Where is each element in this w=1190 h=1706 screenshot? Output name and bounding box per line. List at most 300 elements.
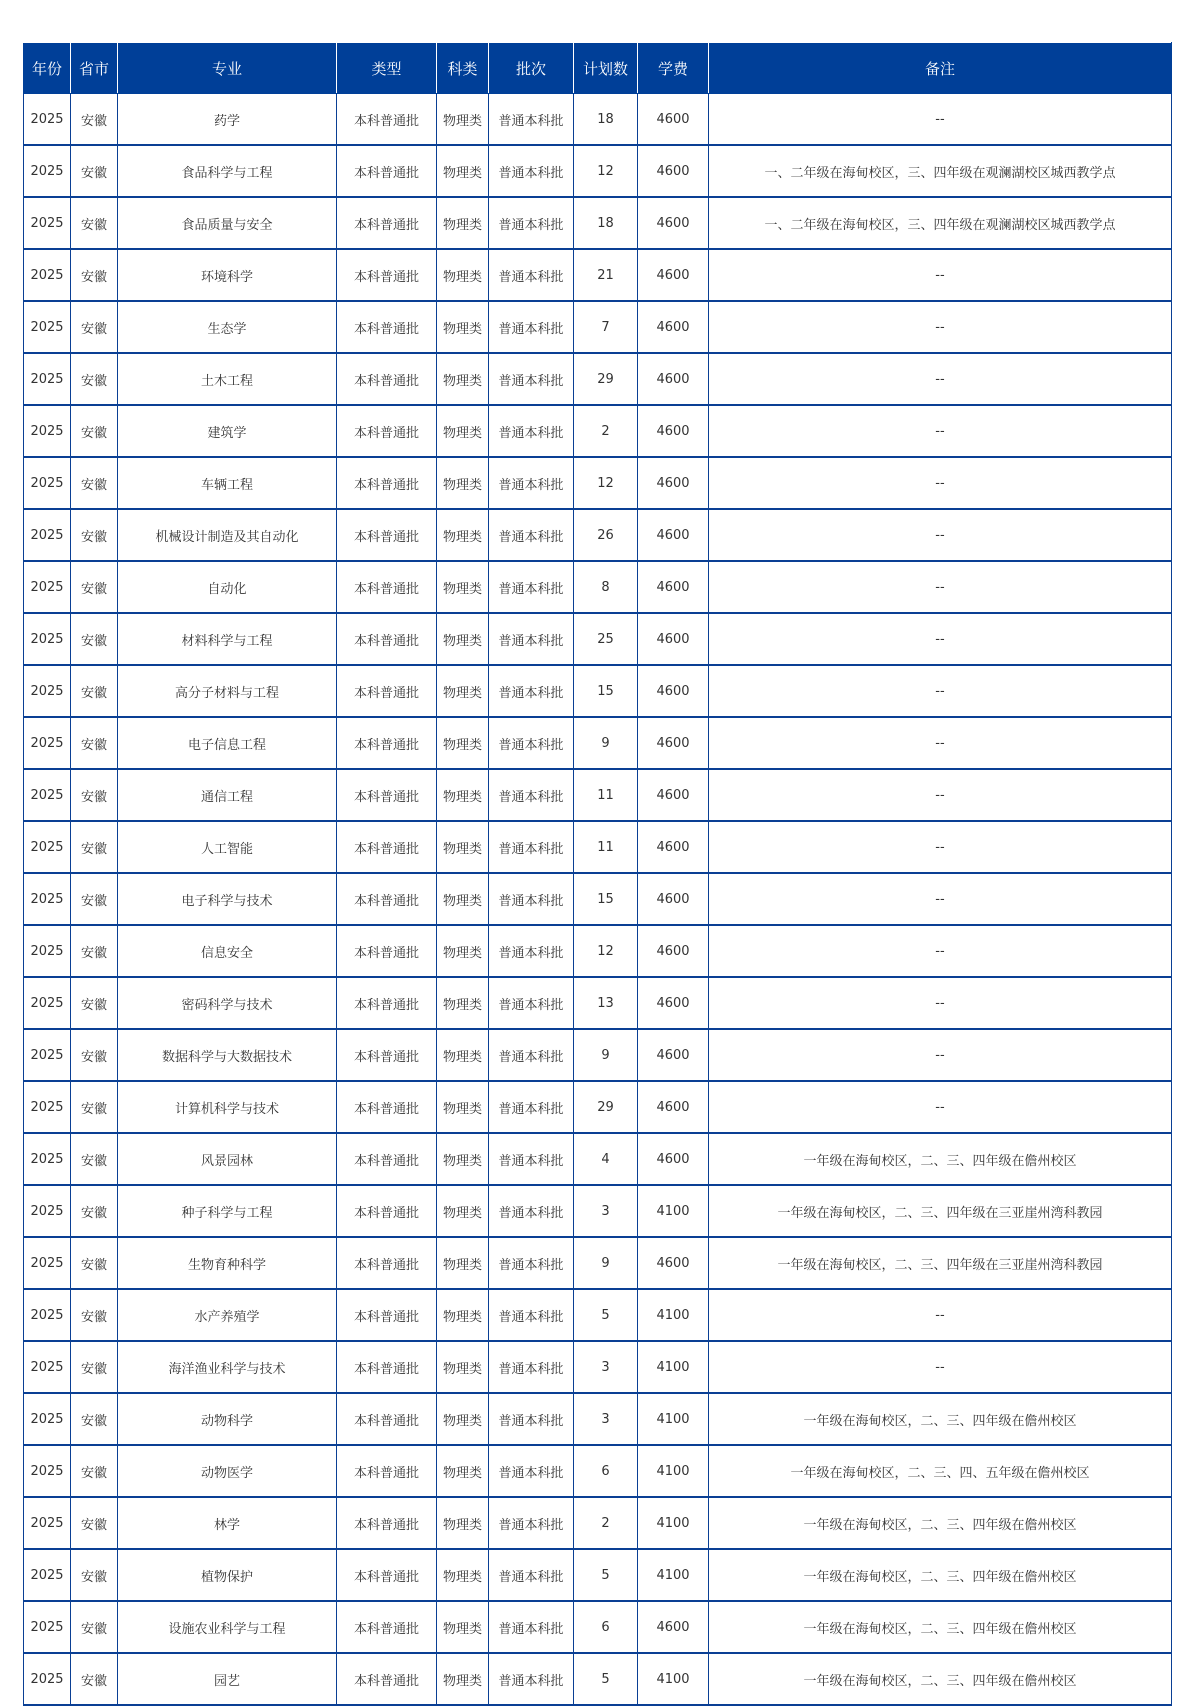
cell-remarks: --	[709, 249, 1172, 301]
cell-batch: 普通本科批	[489, 1029, 574, 1081]
cell-subject-category: 物理类	[437, 301, 489, 353]
cell-subject-category: 物理类	[437, 1029, 489, 1081]
cell-batch: 普通本科批	[489, 717, 574, 769]
cell-major: 信息安全	[118, 925, 337, 977]
cell-remarks: --	[709, 1341, 1172, 1393]
cell-tuition: 4600	[638, 613, 709, 665]
cell-tuition: 4600	[638, 717, 709, 769]
cell-plan-count: 4	[574, 1133, 638, 1185]
cell-plan-count: 3	[574, 1341, 638, 1393]
cell-year: 2025	[24, 1497, 71, 1549]
enrollment-plan-table	[23, 42, 1172, 1706]
cell-type: 本科普通批	[337, 1133, 437, 1185]
cell-type: 本科普通批	[337, 94, 437, 146]
cell-major: 风景园林	[118, 1133, 337, 1185]
cell-remarks: 一年级在海甸校区，二、三、四年级在儋州校区	[709, 1497, 1172, 1549]
cell-province: 安徽	[71, 821, 118, 873]
cell-major: 电子信息工程	[118, 717, 337, 769]
cell-province: 安徽	[71, 353, 118, 405]
cell-remarks: 一、二年级在海甸校区，三、四年级在观澜湖校区城西教学点	[709, 145, 1172, 197]
cell-major: 通信工程	[118, 769, 337, 821]
cell-major: 生物育种科学	[118, 1237, 337, 1289]
cell-province: 安徽	[71, 1289, 118, 1341]
cell-province: 安徽	[71, 1341, 118, 1393]
table-row	[24, 1653, 1172, 1705]
cell-remarks: 一年级在海甸校区，二、三、四年级在儋州校区	[709, 1393, 1172, 1445]
cell-major: 土木工程	[118, 353, 337, 405]
cell-plan-count: 9	[574, 717, 638, 769]
cell-tuition: 4600	[638, 249, 709, 301]
cell-plan-count: 5	[574, 1289, 638, 1341]
column-header-province: 省市	[71, 43, 118, 94]
cell-tuition: 4600	[638, 1081, 709, 1133]
cell-subject-category: 物理类	[437, 873, 489, 925]
cell-subject-category: 物理类	[437, 665, 489, 717]
column-header-type: 类型	[337, 43, 437, 94]
cell-type: 本科普通批	[337, 1341, 437, 1393]
table-row	[24, 1601, 1172, 1653]
column-header-major: 专业	[118, 43, 337, 94]
cell-tuition: 4600	[638, 94, 709, 146]
cell-remarks: --	[709, 925, 1172, 977]
cell-tuition: 4600	[638, 197, 709, 249]
cell-type: 本科普通批	[337, 821, 437, 873]
table-row	[24, 509, 1172, 561]
cell-subject-category: 物理类	[437, 353, 489, 405]
table-row	[24, 1445, 1172, 1497]
cell-tuition: 4600	[638, 1133, 709, 1185]
cell-major: 人工智能	[118, 821, 337, 873]
cell-province: 安徽	[71, 1081, 118, 1133]
cell-type: 本科普通批	[337, 249, 437, 301]
cell-plan-count: 18	[574, 197, 638, 249]
cell-subject-category: 物理类	[437, 145, 489, 197]
cell-year: 2025	[24, 665, 71, 717]
cell-type: 本科普通批	[337, 1601, 437, 1653]
cell-major: 食品质量与安全	[118, 197, 337, 249]
cell-batch: 普通本科批	[489, 665, 574, 717]
cell-plan-count: 7	[574, 301, 638, 353]
table-row	[24, 94, 1172, 146]
cell-type: 本科普通批	[337, 561, 437, 613]
cell-type: 本科普通批	[337, 1185, 437, 1237]
cell-tuition: 4600	[638, 561, 709, 613]
cell-plan-count: 6	[574, 1445, 638, 1497]
cell-type: 本科普通批	[337, 145, 437, 197]
cell-plan-count: 2	[574, 1497, 638, 1549]
cell-major: 种子科学与工程	[118, 1185, 337, 1237]
cell-plan-count: 29	[574, 1081, 638, 1133]
cell-batch: 普通本科批	[489, 977, 574, 1029]
cell-major: 设施农业科学与工程	[118, 1601, 337, 1653]
cell-plan-count: 21	[574, 249, 638, 301]
cell-major: 建筑学	[118, 405, 337, 457]
cell-tuition: 4600	[638, 509, 709, 561]
cell-type: 本科普通批	[337, 1653, 437, 1705]
cell-remarks: --	[709, 613, 1172, 665]
cell-province: 安徽	[71, 1237, 118, 1289]
cell-province: 安徽	[71, 665, 118, 717]
cell-year: 2025	[24, 197, 71, 249]
cell-year: 2025	[24, 94, 71, 146]
cell-remarks: 一年级在海甸校区，二、三、四、五年级在儋州校区	[709, 1445, 1172, 1497]
cell-tuition: 4600	[638, 1601, 709, 1653]
cell-remarks: --	[709, 1081, 1172, 1133]
cell-plan-count: 11	[574, 769, 638, 821]
table-row	[24, 717, 1172, 769]
cell-batch: 普通本科批	[489, 1549, 574, 1601]
cell-major: 密码科学与技术	[118, 977, 337, 1029]
cell-remarks: --	[709, 1029, 1172, 1081]
cell-batch: 普通本科批	[489, 353, 574, 405]
table-row	[24, 873, 1172, 925]
cell-subject-category: 物理类	[437, 613, 489, 665]
cell-major: 环境科学	[118, 249, 337, 301]
table-row	[24, 197, 1172, 249]
cell-year: 2025	[24, 1237, 71, 1289]
cell-tuition: 4600	[638, 665, 709, 717]
cell-province: 安徽	[71, 873, 118, 925]
column-header-subject-category: 科类	[437, 43, 489, 94]
table-row	[24, 821, 1172, 873]
table-row	[24, 977, 1172, 1029]
table-row	[24, 613, 1172, 665]
cell-major: 林学	[118, 1497, 337, 1549]
cell-subject-category: 物理类	[437, 1445, 489, 1497]
cell-major: 车辆工程	[118, 457, 337, 509]
cell-province: 安徽	[71, 925, 118, 977]
cell-plan-count: 12	[574, 457, 638, 509]
cell-major: 药学	[118, 94, 337, 146]
cell-province: 安徽	[71, 977, 118, 1029]
cell-remarks: --	[709, 353, 1172, 405]
cell-plan-count: 5	[574, 1653, 638, 1705]
cell-year: 2025	[24, 925, 71, 977]
cell-plan-count: 5	[574, 1549, 638, 1601]
cell-type: 本科普通批	[337, 405, 437, 457]
cell-year: 2025	[24, 1081, 71, 1133]
cell-plan-count: 18	[574, 94, 638, 146]
cell-remarks: --	[709, 301, 1172, 353]
cell-remarks: --	[709, 1289, 1172, 1341]
table-row	[24, 1497, 1172, 1549]
cell-subject-category: 物理类	[437, 1237, 489, 1289]
cell-plan-count: 9	[574, 1237, 638, 1289]
cell-type: 本科普通批	[337, 1237, 437, 1289]
cell-tuition: 4600	[638, 301, 709, 353]
cell-remarks: 一年级在海甸校区，二、三、四年级在三亚崖州湾科教园	[709, 1185, 1172, 1237]
cell-plan-count: 29	[574, 353, 638, 405]
cell-plan-count: 26	[574, 509, 638, 561]
cell-batch: 普通本科批	[489, 561, 574, 613]
cell-type: 本科普通批	[337, 1497, 437, 1549]
cell-year: 2025	[24, 405, 71, 457]
cell-year: 2025	[24, 717, 71, 769]
cell-remarks: --	[709, 873, 1172, 925]
table-row	[24, 925, 1172, 977]
cell-major: 园艺	[118, 1653, 337, 1705]
cell-province: 安徽	[71, 613, 118, 665]
cell-year: 2025	[24, 1341, 71, 1393]
cell-major: 电子科学与技术	[118, 873, 337, 925]
column-header-year: 年份	[24, 43, 71, 94]
cell-type: 本科普通批	[337, 1029, 437, 1081]
table-row	[24, 1029, 1172, 1081]
cell-subject-category: 物理类	[437, 561, 489, 613]
cell-province: 安徽	[71, 769, 118, 821]
cell-tuition: 4600	[638, 457, 709, 509]
table-row	[24, 1289, 1172, 1341]
cell-province: 安徽	[71, 405, 118, 457]
table-row	[24, 665, 1172, 717]
cell-tuition: 4600	[638, 353, 709, 405]
cell-subject-category: 物理类	[437, 509, 489, 561]
cell-batch: 普通本科批	[489, 1601, 574, 1653]
cell-type: 本科普通批	[337, 873, 437, 925]
cell-province: 安徽	[71, 94, 118, 146]
cell-remarks: --	[709, 561, 1172, 613]
cell-major: 动物医学	[118, 1445, 337, 1497]
cell-year: 2025	[24, 1601, 71, 1653]
cell-year: 2025	[24, 769, 71, 821]
cell-tuition: 4600	[638, 145, 709, 197]
cell-remarks: --	[709, 821, 1172, 873]
table-row	[24, 1549, 1172, 1601]
cell-type: 本科普通批	[337, 769, 437, 821]
table-row	[24, 1133, 1172, 1185]
cell-tuition: 4100	[638, 1341, 709, 1393]
cell-province: 安徽	[71, 1185, 118, 1237]
cell-year: 2025	[24, 1549, 71, 1601]
cell-plan-count: 3	[574, 1393, 638, 1445]
cell-tuition: 4100	[638, 1445, 709, 1497]
table-row	[24, 457, 1172, 509]
cell-year: 2025	[24, 873, 71, 925]
cell-province: 安徽	[71, 1029, 118, 1081]
cell-type: 本科普通批	[337, 1445, 437, 1497]
cell-type: 本科普通批	[337, 1549, 437, 1601]
cell-remarks: --	[709, 457, 1172, 509]
cell-province: 安徽	[71, 301, 118, 353]
cell-subject-category: 物理类	[437, 1549, 489, 1601]
cell-remarks: 一年级在海甸校区，二、三、四年级在儋州校区	[709, 1601, 1172, 1653]
cell-batch: 普通本科批	[489, 1237, 574, 1289]
cell-plan-count: 11	[574, 821, 638, 873]
cell-major: 食品科学与工程	[118, 145, 337, 197]
cell-remarks: 一年级在海甸校区，二、三、四年级在儋州校区	[709, 1133, 1172, 1185]
cell-plan-count: 9	[574, 1029, 638, 1081]
cell-major: 生态学	[118, 301, 337, 353]
cell-major: 水产养殖学	[118, 1289, 337, 1341]
cell-major: 自动化	[118, 561, 337, 613]
cell-batch: 普通本科批	[489, 197, 574, 249]
cell-year: 2025	[24, 249, 71, 301]
cell-plan-count: 15	[574, 873, 638, 925]
cell-subject-category: 物理类	[437, 769, 489, 821]
table-row	[24, 145, 1172, 197]
cell-type: 本科普通批	[337, 665, 437, 717]
table-row	[24, 1081, 1172, 1133]
cell-tuition: 4600	[638, 821, 709, 873]
cell-subject-category: 物理类	[437, 977, 489, 1029]
cell-plan-count: 12	[574, 925, 638, 977]
cell-type: 本科普通批	[337, 353, 437, 405]
cell-major: 数据科学与大数据技术	[118, 1029, 337, 1081]
cell-major: 计算机科学与技术	[118, 1081, 337, 1133]
cell-type: 本科普通批	[337, 613, 437, 665]
cell-province: 安徽	[71, 1133, 118, 1185]
table-header-row	[24, 43, 1172, 94]
cell-province: 安徽	[71, 457, 118, 509]
cell-subject-category: 物理类	[437, 717, 489, 769]
cell-year: 2025	[24, 301, 71, 353]
cell-batch: 普通本科批	[489, 1445, 574, 1497]
cell-remarks: --	[709, 769, 1172, 821]
cell-major: 海洋渔业科学与技术	[118, 1341, 337, 1393]
cell-remarks: --	[709, 509, 1172, 561]
cell-batch: 普通本科批	[489, 925, 574, 977]
cell-year: 2025	[24, 1029, 71, 1081]
cell-batch: 普通本科批	[489, 301, 574, 353]
cell-subject-category: 物理类	[437, 94, 489, 146]
cell-batch: 普通本科批	[489, 249, 574, 301]
cell-major: 机械设计制造及其自动化	[118, 509, 337, 561]
cell-major: 动物科学	[118, 1393, 337, 1445]
cell-tuition: 4100	[638, 1393, 709, 1445]
cell-remarks: 一年级在海甸校区，二、三、四年级在儋州校区	[709, 1653, 1172, 1705]
cell-remarks: 一年级在海甸校区，二、三、四年级在儋州校区	[709, 1549, 1172, 1601]
cell-batch: 普通本科批	[489, 509, 574, 561]
cell-subject-category: 物理类	[437, 1133, 489, 1185]
cell-subject-category: 物理类	[437, 1497, 489, 1549]
cell-type: 本科普通批	[337, 1289, 437, 1341]
cell-year: 2025	[24, 145, 71, 197]
cell-batch: 普通本科批	[489, 1289, 574, 1341]
cell-batch: 普通本科批	[489, 1081, 574, 1133]
cell-major: 植物保护	[118, 1549, 337, 1601]
cell-subject-category: 物理类	[437, 405, 489, 457]
cell-year: 2025	[24, 1653, 71, 1705]
cell-remarks: 一年级在海甸校区，二、三、四年级在三亚崖州湾科教园	[709, 1237, 1172, 1289]
cell-year: 2025	[24, 561, 71, 613]
cell-subject-category: 物理类	[437, 925, 489, 977]
cell-remarks: --	[709, 665, 1172, 717]
cell-year: 2025	[24, 821, 71, 873]
cell-subject-category: 物理类	[437, 1289, 489, 1341]
cell-year: 2025	[24, 457, 71, 509]
cell-subject-category: 物理类	[437, 197, 489, 249]
column-header-plan-count: 计划数	[574, 43, 638, 94]
cell-type: 本科普通批	[337, 197, 437, 249]
cell-remarks: --	[709, 717, 1172, 769]
cell-tuition: 4100	[638, 1549, 709, 1601]
column-header-remarks: 备注	[709, 43, 1172, 94]
cell-remarks: --	[709, 977, 1172, 1029]
cell-remarks: --	[709, 405, 1172, 457]
cell-tuition: 4600	[638, 1237, 709, 1289]
cell-subject-category: 物理类	[437, 1393, 489, 1445]
cell-tuition: 4600	[638, 925, 709, 977]
cell-plan-count: 6	[574, 1601, 638, 1653]
cell-batch: 普通本科批	[489, 873, 574, 925]
cell-batch: 普通本科批	[489, 1185, 574, 1237]
cell-batch: 普通本科批	[489, 457, 574, 509]
cell-year: 2025	[24, 509, 71, 561]
cell-plan-count: 12	[574, 145, 638, 197]
table-row	[24, 561, 1172, 613]
cell-batch: 普通本科批	[489, 1133, 574, 1185]
cell-remarks: --	[709, 94, 1172, 146]
cell-tuition: 4100	[638, 1289, 709, 1341]
cell-province: 安徽	[71, 145, 118, 197]
cell-batch: 普通本科批	[489, 94, 574, 146]
table-row	[24, 1237, 1172, 1289]
cell-subject-category: 物理类	[437, 821, 489, 873]
cell-province: 安徽	[71, 197, 118, 249]
cell-subject-category: 物理类	[437, 1653, 489, 1705]
cell-province: 安徽	[71, 561, 118, 613]
cell-plan-count: 8	[574, 561, 638, 613]
cell-province: 安徽	[71, 249, 118, 301]
cell-tuition: 4600	[638, 405, 709, 457]
cell-year: 2025	[24, 1133, 71, 1185]
cell-province: 安徽	[71, 509, 118, 561]
table-row	[24, 1185, 1172, 1237]
cell-type: 本科普通批	[337, 457, 437, 509]
table-row	[24, 301, 1172, 353]
table-row	[24, 353, 1172, 405]
cell-subject-category: 物理类	[437, 249, 489, 301]
cell-year: 2025	[24, 353, 71, 405]
cell-year: 2025	[24, 613, 71, 665]
cell-tuition: 4100	[638, 1185, 709, 1237]
cell-tuition: 4600	[638, 873, 709, 925]
cell-plan-count: 2	[574, 405, 638, 457]
cell-province: 安徽	[71, 1497, 118, 1549]
cell-batch: 普通本科批	[489, 821, 574, 873]
cell-tuition: 4100	[638, 1653, 709, 1705]
cell-province: 安徽	[71, 1393, 118, 1445]
cell-batch: 普通本科批	[489, 1653, 574, 1705]
cell-subject-category: 物理类	[437, 1081, 489, 1133]
cell-province: 安徽	[71, 1445, 118, 1497]
cell-province: 安徽	[71, 1549, 118, 1601]
cell-remarks: 一、二年级在海甸校区，三、四年级在观澜湖校区城西教学点	[709, 197, 1172, 249]
table-row	[24, 249, 1172, 301]
cell-subject-category: 物理类	[437, 1601, 489, 1653]
cell-batch: 普通本科批	[489, 1341, 574, 1393]
table-row	[24, 1341, 1172, 1393]
cell-batch: 普通本科批	[489, 769, 574, 821]
column-header-tuition: 学费	[638, 43, 709, 94]
cell-type: 本科普通批	[337, 977, 437, 1029]
cell-type: 本科普通批	[337, 1081, 437, 1133]
cell-plan-count: 15	[574, 665, 638, 717]
cell-batch: 普通本科批	[489, 1393, 574, 1445]
cell-year: 2025	[24, 1289, 71, 1341]
cell-year: 2025	[24, 1393, 71, 1445]
cell-province: 安徽	[71, 1653, 118, 1705]
cell-batch: 普通本科批	[489, 613, 574, 665]
cell-plan-count: 3	[574, 1185, 638, 1237]
cell-year: 2025	[24, 977, 71, 1029]
cell-batch: 普通本科批	[489, 1497, 574, 1549]
cell-batch: 普通本科批	[489, 405, 574, 457]
column-header-batch: 批次	[489, 43, 574, 94]
cell-type: 本科普通批	[337, 301, 437, 353]
cell-batch: 普通本科批	[489, 145, 574, 197]
cell-subject-category: 物理类	[437, 457, 489, 509]
